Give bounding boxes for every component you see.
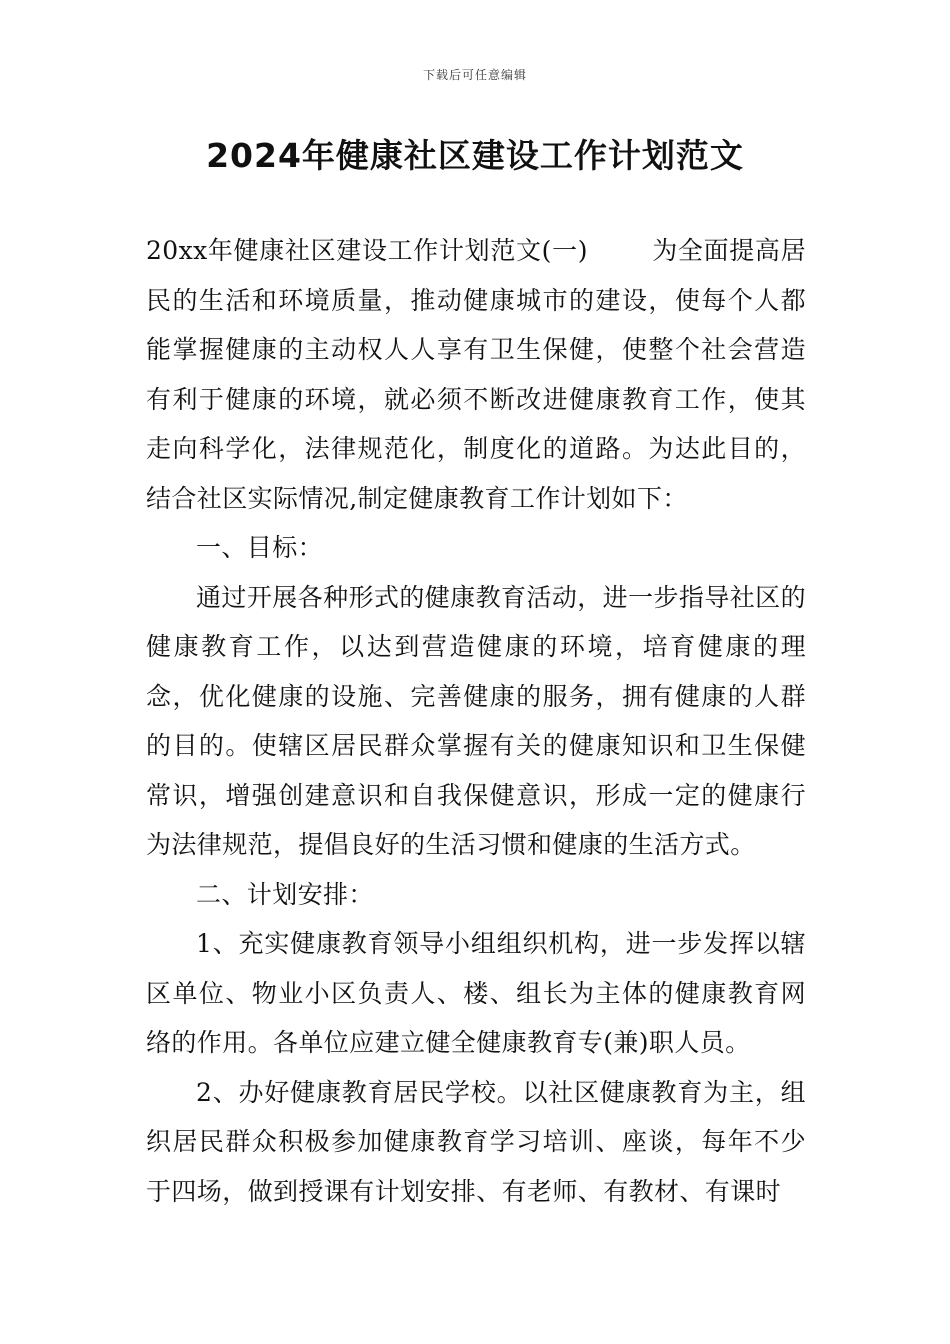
intro-text: 为全面提高居民的生活和环境质量，推动健康城市的建设，使每个人都能掌握健康的主动权人人享有卫生保健，使整个社会营造有利于健康的环境，就必须不断改进健康教育工作，使其走向科学化，法律规范化，制度化的道路。为达此目的，结合社区实际情况,制定健康教育工作计划如下： xyxy=(146,236,806,513)
document-body xyxy=(146,226,806,1216)
section1-paragraph: 通过开展各种形式的健康教育活动，进一步指导社区的健康教育工作，以达到营造健康的环境，培育健康的理念，优化健康的设施、完善健康的服务，拥有健康的人群的目的。使辖区居民群众掌握有关的健康知识和卫生保健常识，增强创建意识和自我保健意识，形成一定的健康行为法律规范，提倡良好的生活习惯和健康的生活方式。 xyxy=(146,582,806,859)
section1-heading: 一、目标： xyxy=(196,533,324,562)
intro-paragraph xyxy=(146,226,806,523)
plan-item-2: 2、办好健康教育居民学校。以社区健康教育为主，组织居民群众积极参加健康教育学习培训、座谈，每年不少于四场，做到授课有计划安排、有老师、有教材、有课时 xyxy=(146,1077,806,1206)
section2-heading: 二、计划安排： xyxy=(196,879,374,909)
intro-heading: 20xx年健康社区建设工作计划范文(一) xyxy=(146,236,588,265)
document-title: 2024年健康社区建设工作计划范文 xyxy=(206,136,744,175)
header-note: 下载后可任意编辑 xyxy=(422,68,527,82)
plan-item-1: 1、充实健康教育领导小组组织机构，进一步发挥以辖区单位、物业小区负责人、楼、组长为主体的健康教育网络的作用。各单位应建立健全健康教育专(兼)职人员。 xyxy=(146,929,806,1057)
